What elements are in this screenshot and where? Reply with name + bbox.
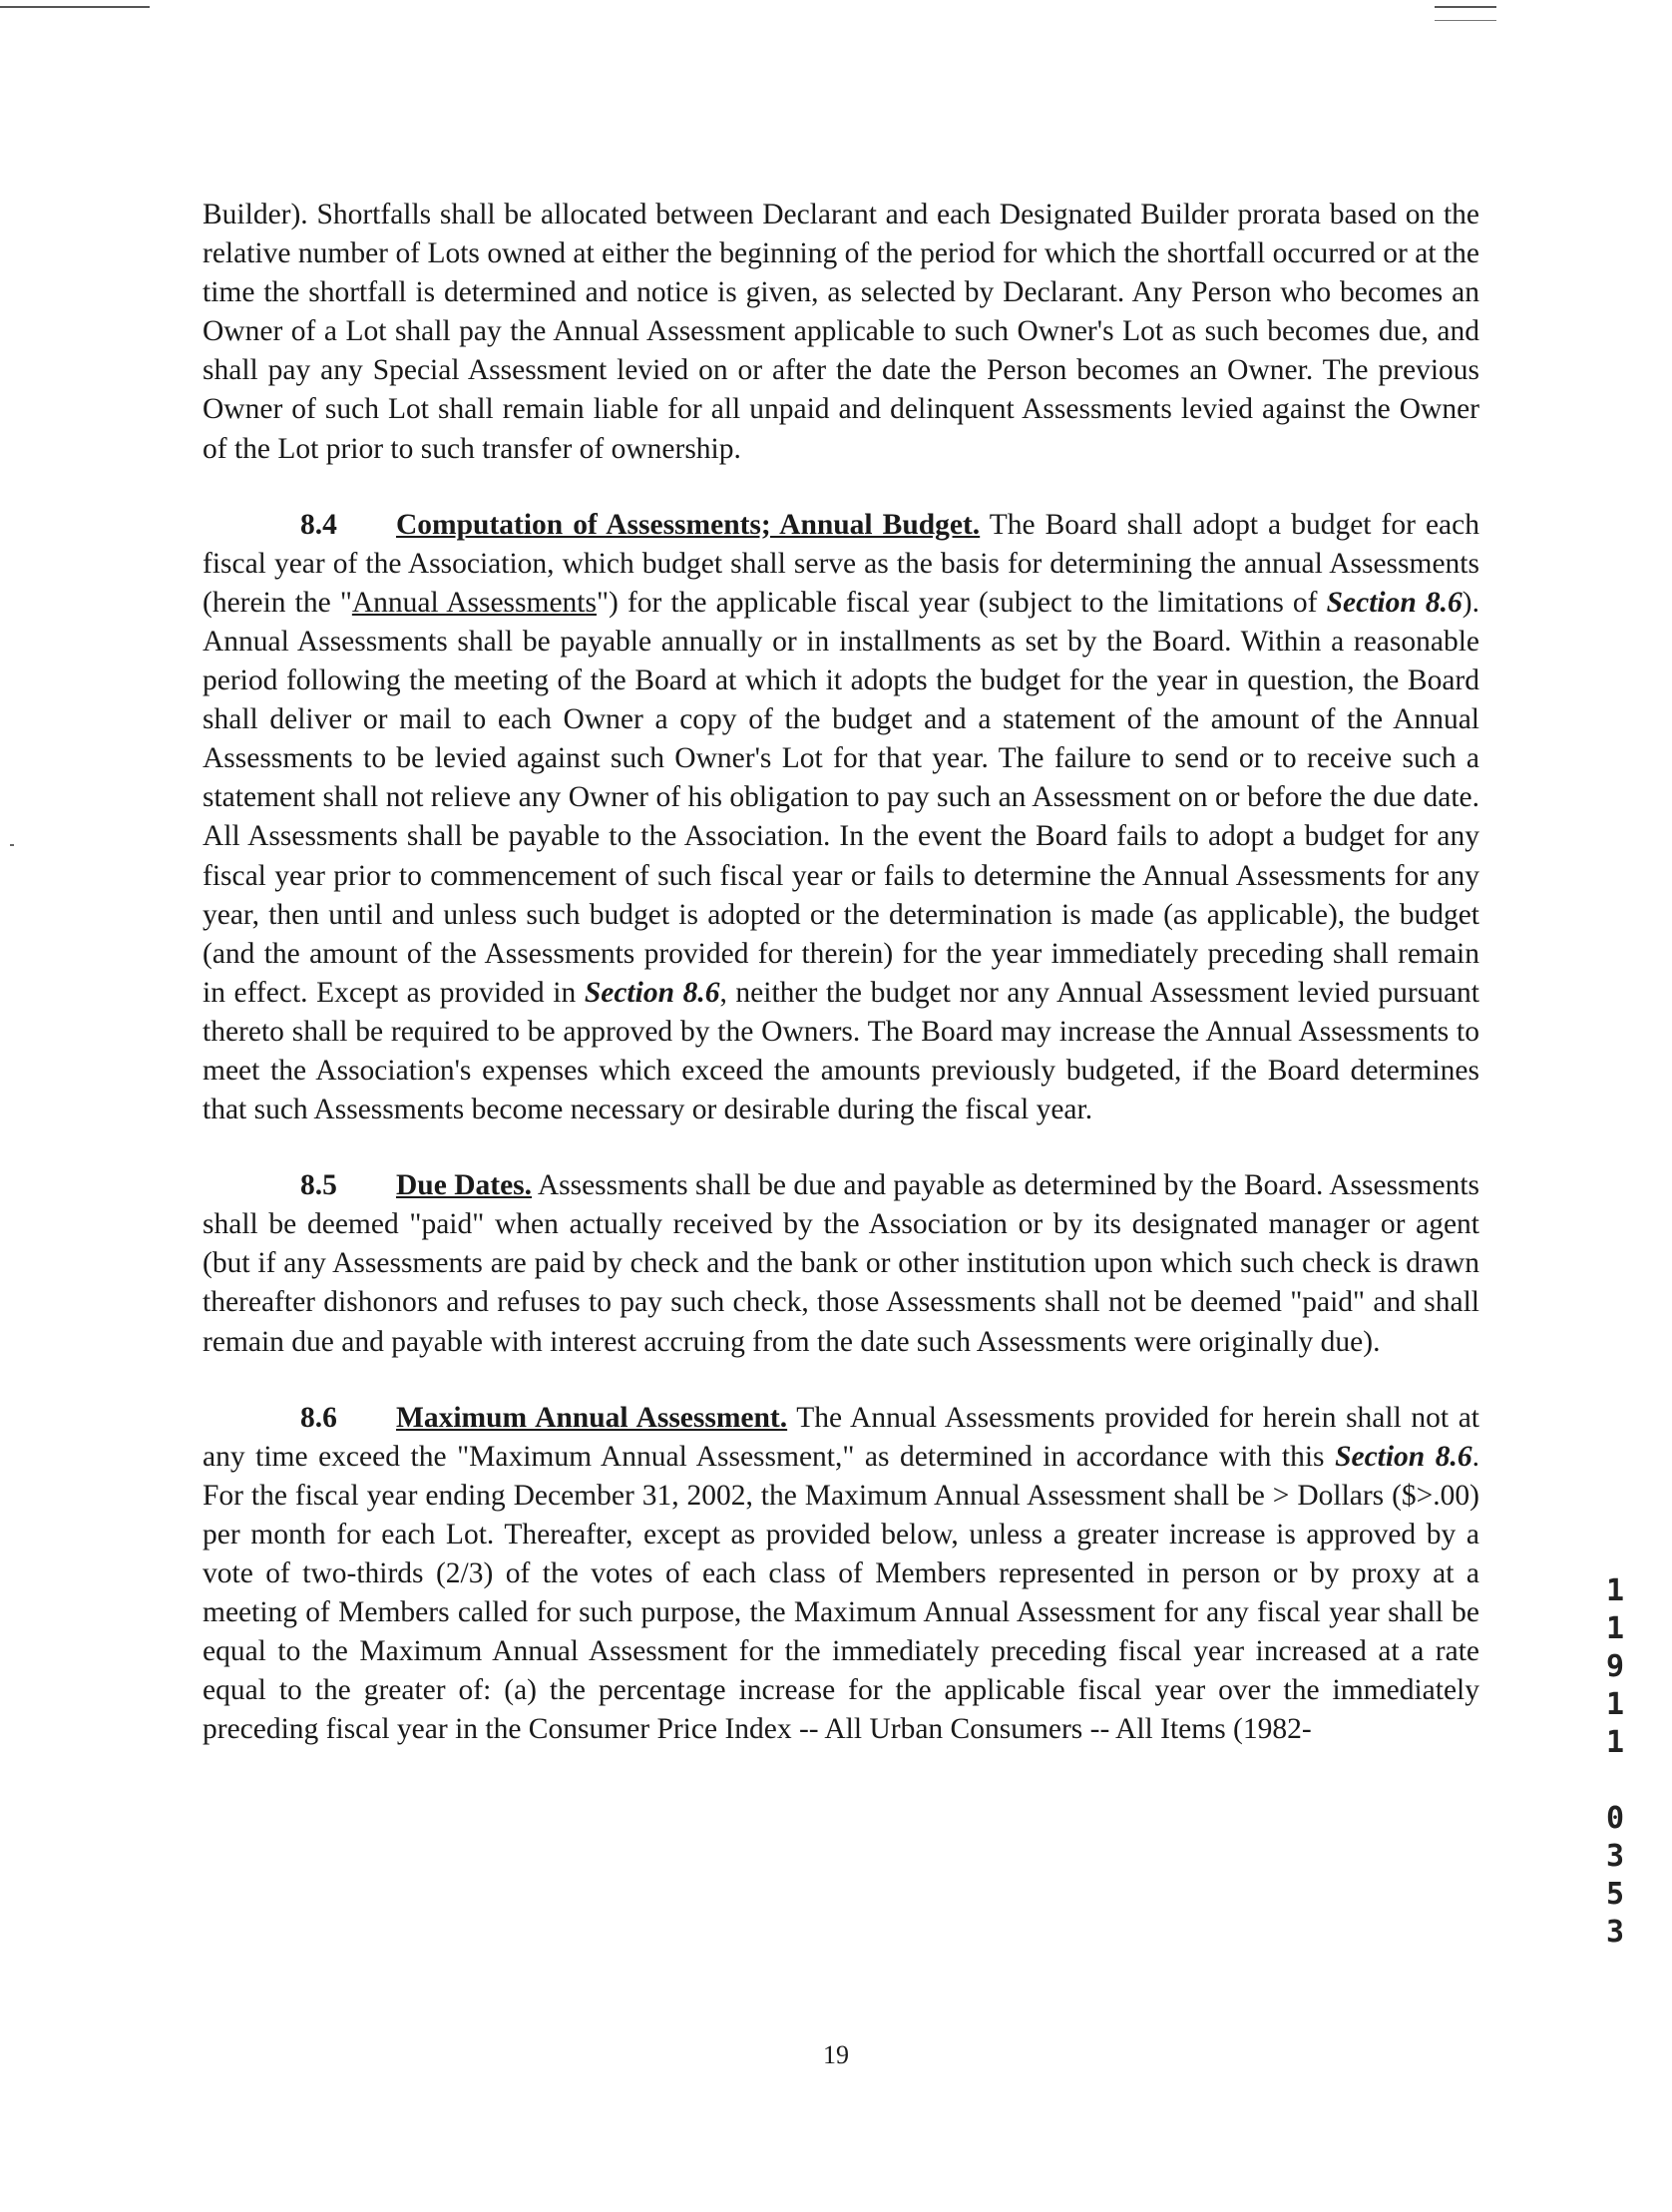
stamp-digit: 1 — [1605, 1687, 1625, 1722]
section-reference: Section 8.6 — [1326, 586, 1463, 619]
stamp-digit: 9 — [1605, 1649, 1625, 1684]
section-8-5 — [203, 1166, 1479, 1361]
top-right-rule — [1435, 6, 1496, 8]
scan-speck — [10, 844, 14, 846]
section-8-4 — [203, 506, 1479, 1130]
intro-paragraph: Builder). Shortfalls shall be allocated between Declarant and each Designated Builder prorata based on the relative number of Lots owned at either the beginning of the period for which the shortfall occurred or at the time the shortfall is determined and notice is given, as selected by Declarant. Any Person who becomes an Owner of a Lot shall pay the Annual Assessment applicable to such Owner's Lot as such becomes due, and shall pay any Special Assessment levied on or after the date the Person becomes an Owner. The previous Owner of such Lot shall remain liable for all unpaid and delinquent Assessments levied against the Owner of the Lot prior to such transfer of ownership. — [203, 199, 1479, 465]
defined-term: Annual Assessments — [351, 586, 597, 619]
stamp-digit: 3 — [1605, 1839, 1625, 1874]
stamp-digit: 1 — [1605, 1725, 1625, 1760]
top-right-rule-secondary — [1435, 20, 1496, 21]
stamp-digit: 1 — [1605, 1611, 1625, 1646]
stamp-gap — [1600, 1762, 1630, 1800]
section-text: . For the fiscal year ending December 31, 2002, the Maximum Annual Assessment shall be > Dollars ($>.00) per month for each Lot. Thereafter, except as provided below, unless a greater increase is approved by a vote of two-thirds (2/3) of the votes of each class of Members represented in person or by proxy at a meeting of Members called for such purpose, the Maximum Annual Assessment for any fiscal year shall be equal to the Maximum Annual Assessment for the immediately preceding fiscal year increased at a rate equal to the greater of: (a) the percentage increase for the applicable fiscal year over the immediately preceding fiscal year in the Consumer Price Index -- All Urban Consumers -- All Items (1982- — [203, 1440, 1479, 1746]
section-heading: Due Dates. — [396, 1169, 533, 1202]
section-heading: Maximum Annual Assessment. — [396, 1401, 788, 1434]
section-8-6 — [203, 1399, 1479, 1750]
stamp-digit: 1 — [1605, 1573, 1625, 1608]
section-heading: Computation of Assessments; Annual Budget. — [396, 508, 981, 541]
section-number: 8.4 — [300, 508, 337, 541]
section-text: The Annual Assessments provided for herein shall not at any time exceed the "Maximum Annual Assessment," as determined in accordance with this — [203, 1401, 1479, 1473]
section-text: ") for the applicable fiscal year (subject to the limitations of — [596, 586, 1327, 619]
section-reference: Section 8.6 — [1335, 1440, 1472, 1473]
section-reference: Section 8.6 — [584, 976, 720, 1009]
stamp-digit: 5 — [1605, 1877, 1625, 1912]
section-text: ). Annual Assessments shall be payable annually or in installments as set by the Board. Within a reasonable period following the meeting of the Board at which it adopts the budget for the year in question, the Board shall deliver or mail to each Owner a copy of the budget and a statement of the amount of the Annual Assessments to be levied against such Owner's Lot for that year. The failure to send or to receive such a statement shall not relieve any Owner of his obligation to pay such an Assessment on or before the due date. All Assessments shall be payable to the Association. In the event the Board fails to adopt a budget for any fiscal year prior to commencement of such fiscal year or fails to determine the Annual Assessments for any year, then until and unless such budget is adopted or the determination is made (as applicable), the budget (and the amount of the Assessments provided for therein) for the year immediately preceding shall remain in effect. Except as provided in — [203, 586, 1479, 1009]
section-text: , neither the budget nor any Annual Assessment levied pursuant thereto shall be required to be approved by the Owners. The Board may increase the Annual Assessments to meet the Association's expenses which exceed the amounts previously budgeted, if the Board determines that such Assessments become necessary or desirable during the fiscal year. — [203, 976, 1479, 1126]
section-text: Assessments shall be due and payable as determined by the Board. Assessments shall be deemed "paid" when actually received by the Association or by its designated manager or agent (but if any Assessments are paid by check and the bank or other institution upon which such check is drawn thereafter dishonors and refuses to pay such check, those Assessments shall not be deemed "paid" and shall remain due and payable with interest accruing from the date such Assessments were originally due). — [203, 1169, 1479, 1358]
section-number: 8.5 — [300, 1169, 337, 1202]
stamp-digit: 3 — [1605, 1915, 1625, 1950]
section-text: The Board shall adopt a budget for each fiscal year of the Association, which budget shall serve as the basis for determining the annual Assessments (herein the " — [203, 508, 1479, 619]
page-number: 19 — [823, 2040, 849, 2069]
stamp-digit: 0 — [1605, 1801, 1625, 1836]
document-body — [203, 196, 1479, 1749]
top-left-rule — [0, 6, 150, 8]
section-number: 8.6 — [300, 1401, 337, 1434]
recording-stamp — [1600, 1572, 1630, 1952]
